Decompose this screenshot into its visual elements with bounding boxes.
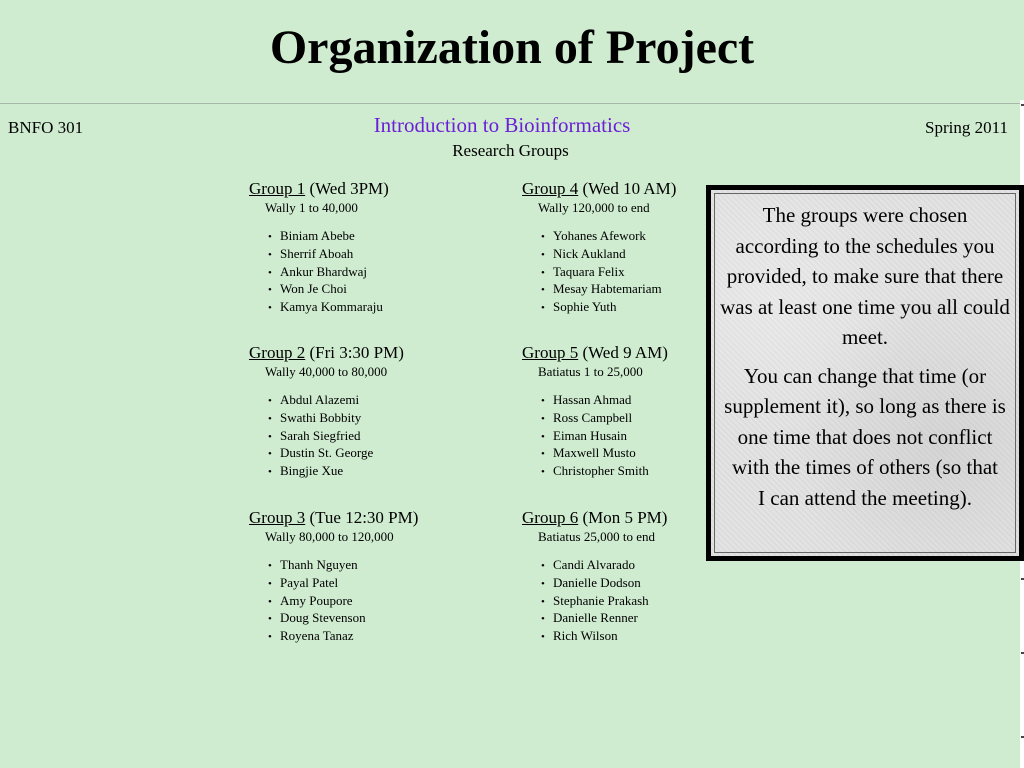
bullet: •: [268, 231, 272, 243]
bullet: •: [268, 595, 272, 608]
bullet: •: [541, 466, 545, 479]
group-header: [249, 179, 499, 199]
group-data-range: Batiatus 25,000 to end: [538, 529, 655, 544]
list-item: [268, 610, 499, 628]
list-item: [268, 628, 499, 646]
member-name: Payal Patel: [280, 574, 339, 590]
bullet: •: [268, 284, 272, 297]
member-name: Stephanie Prakash: [553, 592, 649, 608]
bullet: •: [268, 266, 272, 279]
group-time: (Mon 5 PM): [578, 508, 668, 527]
group-link[interactable]: Group 1: [249, 179, 306, 198]
member-name: Nick Aukland: [553, 245, 626, 261]
group-time: (Wed 3PM): [305, 179, 389, 198]
member-name: Bingjie Xue: [280, 463, 344, 479]
note-text: You can change that time (or supplement it), so long as there is one time that does not conflict with the times of others (so that: [724, 363, 1006, 479]
member-name: Sarah Siegfried: [280, 427, 361, 443]
member-name: Rich Wilson: [553, 628, 618, 644]
group-link[interactable]: Group 5: [522, 343, 579, 362]
group-link[interactable]: Group 3: [249, 508, 306, 527]
bullet: •: [268, 302, 272, 315]
member-name: Yohanes Afework: [553, 228, 646, 243]
member-name: Hassan Ahmad: [553, 392, 632, 407]
list-item: [268, 264, 499, 282]
list-item: [268, 228, 499, 246]
group-header: [249, 508, 499, 528]
list-item: [541, 628, 772, 646]
bullet: •: [541, 284, 545, 297]
member-name: Maxwell Musto: [553, 445, 636, 461]
group-card: [249, 179, 499, 317]
bullet: •: [268, 430, 272, 443]
list-item: [541, 575, 772, 593]
group-data-range: Batiatus 1 to 25,000: [538, 364, 643, 379]
list-item: [268, 246, 499, 264]
member-name: Amy Poupore: [280, 592, 353, 608]
bullet: •: [541, 302, 545, 315]
member-list: [522, 557, 772, 646]
note-paragraph: The groups were chosen according to the schedules you provided, to make sure that there was at least one time you all could meet.: [720, 203, 1010, 349]
bullet: •: [268, 248, 272, 261]
member-name: Royena Tanaz: [280, 628, 354, 644]
bullet: •: [541, 248, 545, 261]
bullet: •: [541, 613, 545, 626]
bullet: •: [268, 631, 272, 644]
bullet: •: [541, 577, 545, 590]
member-list: [249, 392, 499, 481]
bullet: •: [541, 231, 545, 243]
list-item: [268, 428, 499, 446]
slide-title: Organization of Project: [269, 21, 755, 74]
list-item: [268, 575, 499, 593]
group-data-range: Wally 120,000 to end: [538, 200, 650, 215]
bullet: •: [268, 448, 272, 461]
course-title: Introduction to Bioinformatics: [373, 113, 631, 137]
course-subtitle: Research Groups: [452, 141, 569, 160]
member-name: Ross Campbell: [553, 409, 633, 425]
group-card: [249, 508, 499, 646]
group-time: (Wed 9 AM): [578, 343, 668, 362]
list-item: [268, 593, 499, 611]
group-data-range: Wally 1 to 40,000: [265, 200, 358, 215]
member-name: Kamya Kommaraju: [280, 299, 383, 315]
group-link[interactable]: Group 4: [522, 179, 579, 198]
group-link[interactable]: Group 6: [522, 508, 579, 527]
member-name: Thanh Nguyen: [280, 557, 358, 572]
bullet: •: [541, 595, 545, 608]
list-item: [268, 299, 499, 317]
member-name: Ankur Bhardwaj: [280, 263, 368, 279]
note-callout: [706, 185, 1024, 561]
member-name: Eiman Husain: [553, 427, 628, 443]
bullet: •: [541, 266, 545, 279]
bullet: •: [541, 430, 545, 443]
bullet: •: [541, 395, 545, 407]
member-name: Danielle Renner: [553, 610, 638, 626]
list-item: [268, 463, 499, 481]
member-list: [249, 557, 499, 646]
group-header: [249, 343, 499, 363]
bullet: •: [268, 412, 272, 425]
list-item: [268, 410, 499, 428]
bullet: •: [268, 613, 272, 626]
bullet: •: [541, 412, 545, 425]
member-name: Doug Stevenson: [280, 610, 366, 626]
note-paragraph: [719, 361, 1011, 514]
member-name: Christopher Smith: [553, 463, 649, 479]
group-data-range: Wally 40,000 to 80,000: [265, 364, 388, 379]
bullet: •: [268, 577, 272, 590]
list-item: [268, 445, 499, 463]
group-link[interactable]: Group 2: [249, 343, 306, 362]
group-data-range: Wally 80,000 to 120,000: [265, 529, 394, 544]
member-name: Dustin St. George: [280, 445, 374, 461]
bullet: •: [268, 395, 272, 407]
course-code: BNFO 301: [8, 118, 84, 137]
group-card: [249, 343, 499, 481]
note-text: I can attend the meeting).: [758, 485, 972, 510]
semester-label: Spring 2011: [925, 118, 1008, 137]
group-time: (Tue 12:30 PM): [305, 508, 419, 527]
group-time: (Fri 3:30 PM): [305, 343, 404, 362]
bullet: •: [268, 560, 272, 572]
list-item: [541, 610, 772, 628]
bullet: •: [268, 466, 272, 479]
member-name: Abdul Alazemi: [280, 392, 360, 407]
member-name: Sherrif Aboah: [280, 245, 354, 261]
member-name: Swathi Bobbity: [280, 409, 362, 425]
member-name: Taquara Felix: [553, 263, 625, 279]
member-list: [249, 228, 499, 317]
bullet: •: [541, 448, 545, 461]
member-name: Sophie Yuth: [553, 299, 617, 315]
member-name: Won Je Choi: [280, 281, 347, 297]
list-item: [268, 281, 499, 299]
group-time: (Wed 10 AM): [578, 179, 677, 198]
bullet: •: [541, 631, 545, 644]
list-item: [541, 593, 772, 611]
member-name: Mesay Habtemariam: [553, 281, 662, 297]
divider: [0, 103, 1020, 104]
member-name: Biniam Abebe: [280, 228, 355, 243]
list-item: [268, 557, 499, 575]
member-name: Candi Alvarado: [553, 557, 635, 572]
member-name: Danielle Dodson: [553, 574, 641, 590]
list-item: [268, 392, 499, 410]
bullet: •: [541, 560, 545, 572]
